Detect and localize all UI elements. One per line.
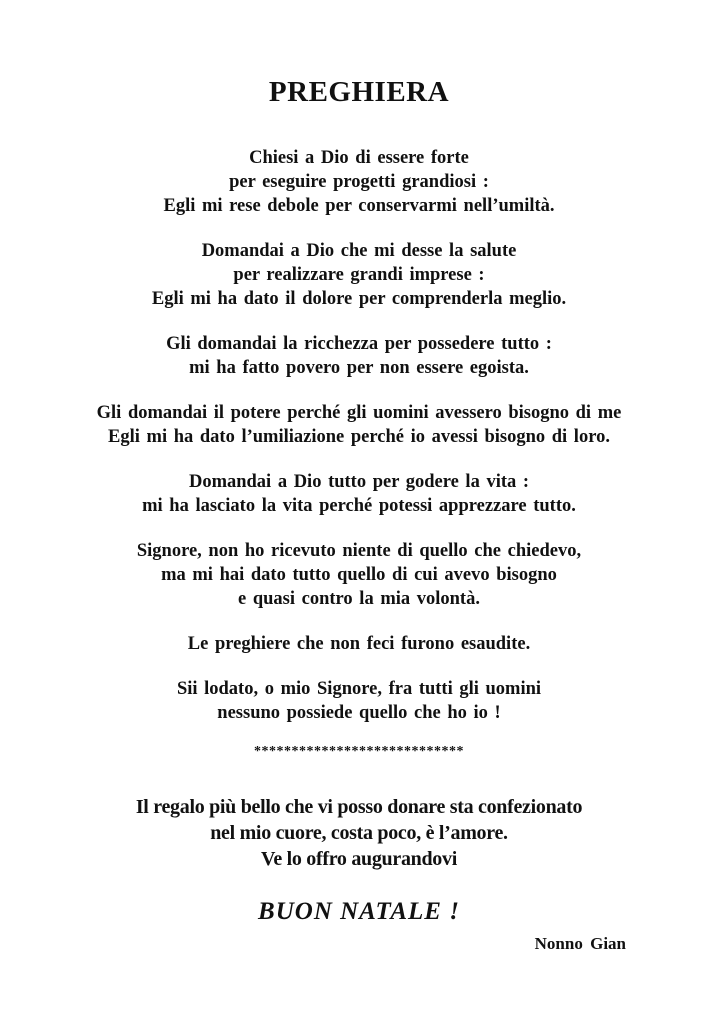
poem-line: e quasi contro la mia volontà. bbox=[238, 589, 480, 609]
stanza bbox=[0, 146, 718, 218]
greeting: BUON NATALE ! bbox=[258, 898, 460, 925]
poem-line: Egli mi ha dato il dolore per comprenderla meglio. bbox=[151, 289, 567, 309]
christmas-message bbox=[0, 794, 718, 872]
stanza bbox=[0, 239, 718, 311]
page-title: PREGHIERA bbox=[268, 76, 450, 108]
poem-line: Le preghiere che non feci furono esaudite. bbox=[187, 634, 531, 654]
poem-line: Egli mi ha dato l’umiliazione perché io avessi bisogno di loro. bbox=[108, 427, 610, 447]
poem-line: Gli domandai la ricchezza per possedere tutto : bbox=[166, 334, 552, 354]
poem-line: mi ha fatto povero per non essere egoista. bbox=[189, 358, 529, 378]
poem bbox=[0, 146, 718, 746]
poem-line: nessuno possiede quello che ho io ! bbox=[217, 703, 501, 723]
poem-line: Egli mi rese debole per conservarmi nell’umiltà. bbox=[163, 196, 555, 216]
poem-line: Sii lodato, o mio Signore, fra tutti gli uomini bbox=[176, 679, 542, 699]
stanza bbox=[0, 539, 718, 611]
stanza bbox=[0, 401, 718, 449]
poem-line: Signore, non ho ricevuto niente di quello che chiedevo, bbox=[136, 541, 582, 561]
message-line: Ve lo offro augurandovi bbox=[261, 848, 457, 870]
poem-line: Chiesi a Dio di essere forte bbox=[249, 148, 469, 168]
stanza bbox=[0, 332, 718, 380]
message-line: Il regalo più bello che vi posso donare sta confezionato bbox=[135, 796, 583, 818]
poem-line: ma mi hai dato tutto quello di cui avevo bisogno bbox=[161, 565, 557, 585]
asterisk-divider: **************************** bbox=[254, 744, 464, 759]
stanza bbox=[0, 677, 718, 725]
poem-line: Domandai a Dio tutto per godere la vita : bbox=[188, 472, 530, 492]
poem-line: mi ha lasciato la vita perché potessi apprezzare tutto. bbox=[142, 496, 576, 516]
stanza bbox=[0, 632, 718, 656]
poem-line: Domandai a Dio che mi desse la salute bbox=[201, 241, 517, 261]
poem-line: per realizzare grandi imprese : bbox=[233, 265, 485, 285]
poem-line: per eseguire progetti grandiosi : bbox=[229, 172, 489, 192]
signature: Nonno Gian bbox=[534, 934, 626, 953]
message-line: nel mio cuore, costa poco, è l’amore. bbox=[210, 822, 508, 844]
stanza bbox=[0, 470, 718, 518]
poem-line: Gli domandai il potere perché gli uomini avessero bisogno di me bbox=[96, 403, 622, 423]
